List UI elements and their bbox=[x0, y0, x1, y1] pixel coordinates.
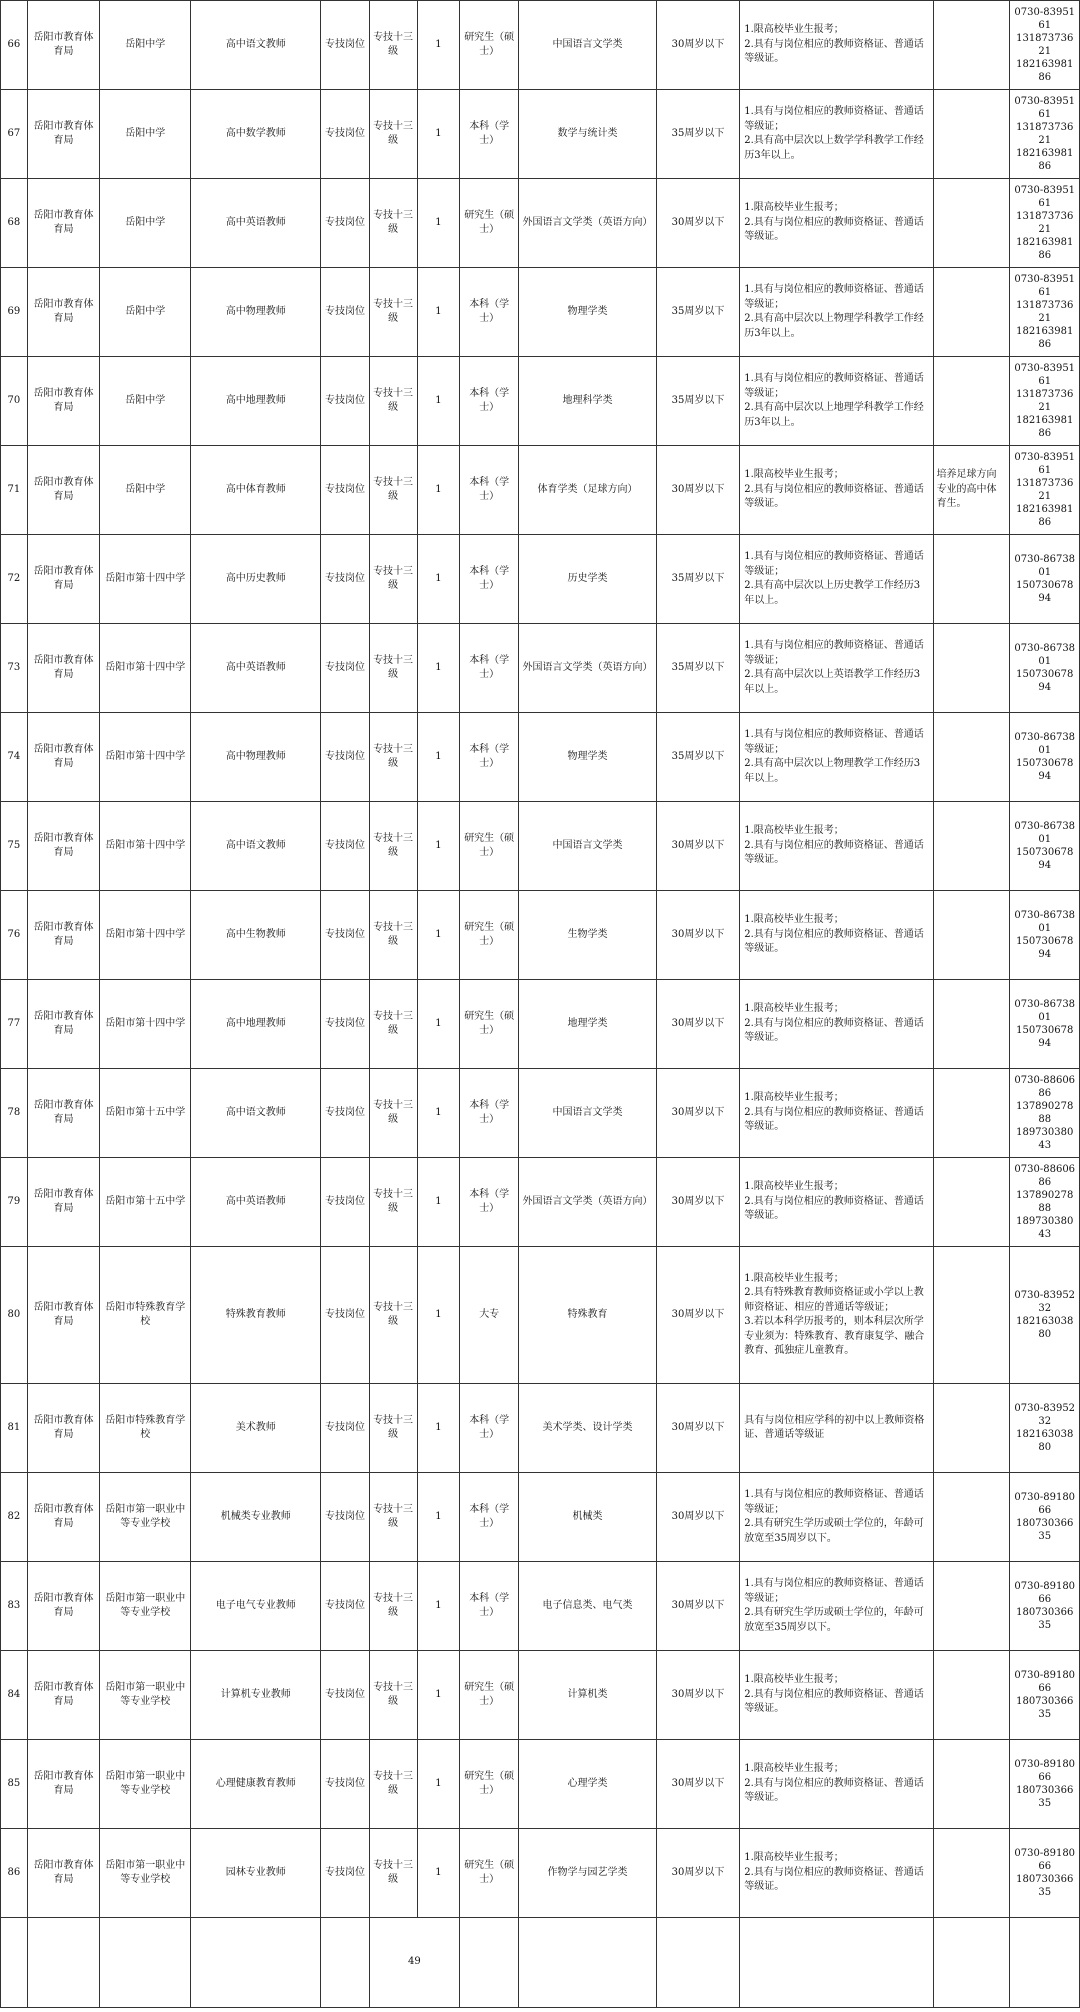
post-name: 高中语文教师 bbox=[191, 1069, 321, 1158]
employer-unit: 岳阳市特殊教育学校 bbox=[100, 1247, 191, 1384]
contact-phone: 0730-8673801 15073067894 bbox=[1010, 535, 1080, 624]
requirements: 1.具有与岗位相应的教师资格证、普通话等级证； 2.具有高中层次以上物理学科教学工作经历3年以上。 bbox=[740, 268, 933, 357]
post-name: 计算机专业教师 bbox=[191, 1651, 321, 1740]
employer-unit: 岳阳市第十五中学 bbox=[100, 1158, 191, 1247]
table-row bbox=[1, 1247, 1080, 1384]
major: 外国语言文学类（英语方向） bbox=[519, 1158, 657, 1247]
contact-phone: 0730-8918066 18073036635 bbox=[1010, 1651, 1080, 1740]
table-row bbox=[1, 713, 1080, 802]
major: 历史学类 bbox=[519, 535, 657, 624]
hire-count: 1 bbox=[417, 535, 460, 624]
remarks bbox=[933, 357, 1010, 446]
page-number: 49 bbox=[369, 1918, 460, 2008]
table-row bbox=[1, 90, 1080, 179]
post-type: 专技岗位 bbox=[321, 1384, 369, 1473]
table-row bbox=[1, 1384, 1080, 1473]
hire-count: 1 bbox=[417, 1158, 460, 1247]
department: 岳阳市教育体育局 bbox=[27, 357, 100, 446]
hire-count: 1 bbox=[417, 268, 460, 357]
hire-count: 1 bbox=[417, 90, 460, 179]
education: 研究生（硕士） bbox=[460, 1651, 519, 1740]
post-type: 专技岗位 bbox=[321, 891, 369, 980]
remarks bbox=[933, 1740, 1010, 1829]
table-row bbox=[1, 535, 1080, 624]
requirements: 1.限高校毕业生报考； 2.具有与岗位相应的教师资格证、普通话等级证。 bbox=[740, 446, 933, 535]
post-name: 心理健康教育教师 bbox=[191, 1740, 321, 1829]
remarks bbox=[933, 713, 1010, 802]
row-number: 74 bbox=[1, 713, 28, 802]
hire-count: 1 bbox=[417, 980, 460, 1069]
table-row bbox=[1, 1069, 1080, 1158]
hire-count: 1 bbox=[417, 1, 460, 90]
table-row bbox=[1, 802, 1080, 891]
contact-phone: 0730-8673801 15073067894 bbox=[1010, 980, 1080, 1069]
table-row bbox=[1, 1651, 1080, 1740]
contact-phone: 0730-8395161 13187373621 18216398186 bbox=[1010, 1, 1080, 90]
post-type: 专技岗位 bbox=[321, 1829, 369, 1918]
requirements: 1.限高校毕业生报考； 2.具有与岗位相应的教师资格证、普通话等级证。 bbox=[740, 1740, 933, 1829]
post-type: 专技岗位 bbox=[321, 535, 369, 624]
hire-count: 1 bbox=[417, 179, 460, 268]
employer-unit: 岳阳市第十四中学 bbox=[100, 624, 191, 713]
post-level: 专技十三级 bbox=[369, 1651, 417, 1740]
requirements: 1.限高校毕业生报考； 2.具有与岗位相应的教师资格证、普通话等级证。 bbox=[740, 1, 933, 90]
remarks bbox=[933, 1651, 1010, 1740]
post-name: 高中历史教师 bbox=[191, 535, 321, 624]
post-level: 专技十三级 bbox=[369, 624, 417, 713]
education: 本科（学士） bbox=[460, 268, 519, 357]
requirements: 1.限高校毕业生报考； 2.具有特殊教育教师资格证或小学以上教师资格证、相应的普通话等级证； 3.若以本科学历报考的，则本科层次所学专业须为：特殊教育、教育康复学、融合教育、孤独症儿童教育。 bbox=[740, 1247, 933, 1384]
education: 本科（学士） bbox=[460, 90, 519, 179]
hire-count: 1 bbox=[417, 1384, 460, 1473]
table-row bbox=[1, 1829, 1080, 1918]
contact-phone: 0730-8395161 13187373621 18216398186 bbox=[1010, 357, 1080, 446]
employer-unit: 岳阳市第十四中学 bbox=[100, 980, 191, 1069]
major: 地理学类 bbox=[519, 980, 657, 1069]
contact-phone: 0730-8673801 15073067894 bbox=[1010, 802, 1080, 891]
education: 本科（学士） bbox=[460, 357, 519, 446]
employer-unit: 岳阳市第一职业中等专业学校 bbox=[100, 1473, 191, 1562]
post-type: 专技岗位 bbox=[321, 357, 369, 446]
contact-phone: 0730-8395232 18216303880 bbox=[1010, 1384, 1080, 1473]
hire-count: 1 bbox=[417, 1829, 460, 1918]
age-limit: 30周岁以下 bbox=[656, 802, 739, 891]
table-row bbox=[1, 179, 1080, 268]
hire-count: 1 bbox=[417, 1247, 460, 1384]
age-limit: 30周岁以下 bbox=[656, 980, 739, 1069]
contact-phone: 0730-8918066 18073036635 bbox=[1010, 1562, 1080, 1651]
row-number: 79 bbox=[1, 1158, 28, 1247]
remarks bbox=[933, 1473, 1010, 1562]
requirements: 1.限高校毕业生报考； 2.具有与岗位相应的教师资格证、普通话等级证。 bbox=[740, 1069, 933, 1158]
employer-unit: 岳阳中学 bbox=[100, 268, 191, 357]
post-name: 高中生物教师 bbox=[191, 891, 321, 980]
education: 本科（学士） bbox=[460, 713, 519, 802]
hire-count: 1 bbox=[417, 1651, 460, 1740]
post-name: 特殊教育教师 bbox=[191, 1247, 321, 1384]
age-limit: 30周岁以下 bbox=[656, 1473, 739, 1562]
remarks bbox=[933, 90, 1010, 179]
post-level: 专技十三级 bbox=[369, 980, 417, 1069]
remarks bbox=[933, 1384, 1010, 1473]
age-limit: 30周岁以下 bbox=[656, 446, 739, 535]
post-type: 专技岗位 bbox=[321, 268, 369, 357]
hire-count: 1 bbox=[417, 1473, 460, 1562]
department: 岳阳市教育体育局 bbox=[27, 1069, 100, 1158]
age-limit: 30周岁以下 bbox=[656, 1829, 739, 1918]
department: 岳阳市教育体育局 bbox=[27, 535, 100, 624]
major: 美术学类、设计学类 bbox=[519, 1384, 657, 1473]
post-name: 高中英语教师 bbox=[191, 179, 321, 268]
table-row bbox=[1, 357, 1080, 446]
post-level: 专技十三级 bbox=[369, 1473, 417, 1562]
department: 岳阳市教育体育局 bbox=[27, 713, 100, 802]
education: 本科（学士） bbox=[460, 1473, 519, 1562]
row-number: 76 bbox=[1, 891, 28, 980]
education: 本科（学士） bbox=[460, 1069, 519, 1158]
department: 岳阳市教育体育局 bbox=[27, 1247, 100, 1384]
row-number: 81 bbox=[1, 1384, 28, 1473]
major: 地理科学类 bbox=[519, 357, 657, 446]
row-number: 77 bbox=[1, 980, 28, 1069]
remarks bbox=[933, 1, 1010, 90]
table-row bbox=[1, 980, 1080, 1069]
department: 岳阳市教育体育局 bbox=[27, 268, 100, 357]
age-limit: 30周岁以下 bbox=[656, 1562, 739, 1651]
department: 岳阳市教育体育局 bbox=[27, 891, 100, 980]
table-row bbox=[1, 891, 1080, 980]
education: 研究生（硕士） bbox=[460, 980, 519, 1069]
hire-count: 1 bbox=[417, 357, 460, 446]
age-limit: 35周岁以下 bbox=[656, 535, 739, 624]
employer-unit: 岳阳市第一职业中等专业学校 bbox=[100, 1651, 191, 1740]
post-name: 高中语文教师 bbox=[191, 802, 321, 891]
employer-unit: 岳阳中学 bbox=[100, 1, 191, 90]
age-limit: 30周岁以下 bbox=[656, 1740, 739, 1829]
age-limit: 30周岁以下 bbox=[656, 891, 739, 980]
requirements: 1.具有与岗位相应的教师资格证、普通话等级证； 2.具有高中层次以上地理学科教学工作经历3年以上。 bbox=[740, 357, 933, 446]
contact-phone: 0730-8395161 13187373621 18216398186 bbox=[1010, 446, 1080, 535]
remarks bbox=[933, 535, 1010, 624]
table-row bbox=[1, 1473, 1080, 1562]
post-type: 专技岗位 bbox=[321, 1740, 369, 1829]
contact-phone: 0730-8918066 18073036635 bbox=[1010, 1829, 1080, 1918]
education: 大专 bbox=[460, 1247, 519, 1384]
hire-count: 1 bbox=[417, 713, 460, 802]
major: 作物学与园艺学类 bbox=[519, 1829, 657, 1918]
row-number: 71 bbox=[1, 446, 28, 535]
employer-unit: 岳阳市特殊教育学校 bbox=[100, 1384, 191, 1473]
department: 岳阳市教育体育局 bbox=[27, 1651, 100, 1740]
post-name: 电子电气专业教师 bbox=[191, 1562, 321, 1651]
table-row bbox=[1, 446, 1080, 535]
hire-count: 1 bbox=[417, 802, 460, 891]
row-number: 72 bbox=[1, 535, 28, 624]
major: 中国语言文学类 bbox=[519, 802, 657, 891]
employer-unit: 岳阳市第一职业中等专业学校 bbox=[100, 1829, 191, 1918]
row-number: 82 bbox=[1, 1473, 28, 1562]
remarks bbox=[933, 1562, 1010, 1651]
department: 岳阳市教育体育局 bbox=[27, 1740, 100, 1829]
post-name: 园林专业教师 bbox=[191, 1829, 321, 1918]
post-level: 专技十三级 bbox=[369, 1562, 417, 1651]
requirements: 1.限高校毕业生报考； 2.具有与岗位相应的教师资格证、普通话等级证。 bbox=[740, 980, 933, 1069]
requirements: 1.限高校毕业生报考； 2.具有与岗位相应的教师资格证、普通话等级证。 bbox=[740, 891, 933, 980]
post-type: 专技岗位 bbox=[321, 1651, 369, 1740]
major: 外国语言文学类（英语方向） bbox=[519, 179, 657, 268]
post-type: 专技岗位 bbox=[321, 980, 369, 1069]
post-level: 专技十三级 bbox=[369, 1158, 417, 1247]
post-level: 专技十三级 bbox=[369, 1829, 417, 1918]
education: 本科（学士） bbox=[460, 1158, 519, 1247]
remarks bbox=[933, 1247, 1010, 1384]
education: 研究生（硕士） bbox=[460, 179, 519, 268]
major: 心理学类 bbox=[519, 1740, 657, 1829]
employer-unit: 岳阳市第十四中学 bbox=[100, 713, 191, 802]
post-level: 专技十三级 bbox=[369, 1740, 417, 1829]
row-number: 86 bbox=[1, 1829, 28, 1918]
post-level: 专技十三级 bbox=[369, 535, 417, 624]
row-number: 75 bbox=[1, 802, 28, 891]
requirements: 具有与岗位相应学科的初中以上教师资格证、普通话等级证 bbox=[740, 1384, 933, 1473]
hire-count: 1 bbox=[417, 624, 460, 713]
age-limit: 30周岁以下 bbox=[656, 1651, 739, 1740]
post-level: 专技十三级 bbox=[369, 891, 417, 980]
employer-unit: 岳阳中学 bbox=[100, 357, 191, 446]
education: 本科（学士） bbox=[460, 535, 519, 624]
remarks bbox=[933, 802, 1010, 891]
education: 研究生（硕士） bbox=[460, 1, 519, 90]
post-level: 专技十三级 bbox=[369, 1069, 417, 1158]
remarks bbox=[933, 1069, 1010, 1158]
age-limit: 30周岁以下 bbox=[656, 1, 739, 90]
contact-phone: 0730-8395161 13187373621 18216398186 bbox=[1010, 268, 1080, 357]
education: 研究生（硕士） bbox=[460, 802, 519, 891]
major: 物理学类 bbox=[519, 713, 657, 802]
hire-count: 1 bbox=[417, 446, 460, 535]
post-level: 专技十三级 bbox=[369, 802, 417, 891]
hire-count: 1 bbox=[417, 1740, 460, 1829]
post-name: 美术教师 bbox=[191, 1384, 321, 1473]
footer-row bbox=[1, 1918, 1080, 2008]
requirements: 1.限高校毕业生报考； 2.具有与岗位相应的教师资格证、普通话等级证。 bbox=[740, 179, 933, 268]
remarks bbox=[933, 268, 1010, 357]
remarks: 培养足球方向专业的高中体育生。 bbox=[933, 446, 1010, 535]
row-number: 84 bbox=[1, 1651, 28, 1740]
remarks bbox=[933, 1158, 1010, 1247]
department: 岳阳市教育体育局 bbox=[27, 179, 100, 268]
contact-phone: 0730-8395232 18216303880 bbox=[1010, 1247, 1080, 1384]
employer-unit: 岳阳中学 bbox=[100, 179, 191, 268]
row-number: 70 bbox=[1, 357, 28, 446]
education: 研究生（硕士） bbox=[460, 1740, 519, 1829]
row-number: 73 bbox=[1, 624, 28, 713]
department: 岳阳市教育体育局 bbox=[27, 1829, 100, 1918]
major: 中国语言文学类 bbox=[519, 1, 657, 90]
requirements: 1.具有与岗位相应的教师资格证、普通话等级证； 2.具有高中层次以上数学学科教学工作经历3年以上。 bbox=[740, 90, 933, 179]
contact-phone: 0730-8860686 13789027888 18973038043 bbox=[1010, 1069, 1080, 1158]
employer-unit: 岳阳市第十四中学 bbox=[100, 891, 191, 980]
post-type: 专技岗位 bbox=[321, 446, 369, 535]
table-row bbox=[1, 1158, 1080, 1247]
major: 电子信息类、电气类 bbox=[519, 1562, 657, 1651]
education: 研究生（硕士） bbox=[460, 891, 519, 980]
age-limit: 30周岁以下 bbox=[656, 1384, 739, 1473]
post-name: 高中英语教师 bbox=[191, 624, 321, 713]
department: 岳阳市教育体育局 bbox=[27, 1, 100, 90]
post-type: 专技岗位 bbox=[321, 1069, 369, 1158]
major: 外国语言文学类（英语方向） bbox=[519, 624, 657, 713]
post-name: 高中地理教师 bbox=[191, 357, 321, 446]
remarks bbox=[933, 624, 1010, 713]
age-limit: 30周岁以下 bbox=[656, 1158, 739, 1247]
age-limit: 30周岁以下 bbox=[656, 1069, 739, 1158]
contact-phone: 0730-8860686 13789027888 18973038043 bbox=[1010, 1158, 1080, 1247]
department: 岳阳市教育体育局 bbox=[27, 1158, 100, 1247]
requirements: 1.具有与岗位相应的教师资格证、普通话等级证； 2.具有研究生学历或硕士学位的，年龄可放宽至35周岁以下。 bbox=[740, 1473, 933, 1562]
post-type: 专技岗位 bbox=[321, 624, 369, 713]
table-row bbox=[1, 268, 1080, 357]
age-limit: 35周岁以下 bbox=[656, 357, 739, 446]
major: 特殊教育 bbox=[519, 1247, 657, 1384]
requirements: 1.具有与岗位相应的教师资格证、普通话等级证； 2.具有高中层次以上英语教学工作经历3年以上。 bbox=[740, 624, 933, 713]
contact-phone: 0730-8395161 13187373621 18216398186 bbox=[1010, 90, 1080, 179]
post-level: 专技十三级 bbox=[369, 90, 417, 179]
department: 岳阳市教育体育局 bbox=[27, 90, 100, 179]
requirements: 1.具有与岗位相应的教师资格证、普通话等级证； 2.具有高中层次以上历史教学工作经历3年以上。 bbox=[740, 535, 933, 624]
age-limit: 35周岁以下 bbox=[656, 713, 739, 802]
post-level: 专技十三级 bbox=[369, 268, 417, 357]
requirements: 1.限高校毕业生报考； 2.具有与岗位相应的教师资格证、普通话等级证。 bbox=[740, 1829, 933, 1918]
major: 中国语言文学类 bbox=[519, 1069, 657, 1158]
post-level: 专技十三级 bbox=[369, 1, 417, 90]
post-level: 专技十三级 bbox=[369, 713, 417, 802]
table-row bbox=[1, 1562, 1080, 1651]
contact-phone: 0730-8673801 15073067894 bbox=[1010, 891, 1080, 980]
major: 体育学类（足球方向） bbox=[519, 446, 657, 535]
remarks bbox=[933, 179, 1010, 268]
remarks bbox=[933, 980, 1010, 1069]
contact-phone: 0730-8918066 18073036635 bbox=[1010, 1473, 1080, 1562]
department: 岳阳市教育体育局 bbox=[27, 446, 100, 535]
employer-unit: 岳阳市第十四中学 bbox=[100, 535, 191, 624]
post-name: 高中物理教师 bbox=[191, 268, 321, 357]
department: 岳阳市教育体育局 bbox=[27, 802, 100, 891]
post-type: 专技岗位 bbox=[321, 1158, 369, 1247]
contact-phone: 0730-8918066 18073036635 bbox=[1010, 1740, 1080, 1829]
requirements: 1.具有与岗位相应的教师资格证、普通话等级证； 2.具有高中层次以上物理教学工作经历3年以上。 bbox=[740, 713, 933, 802]
post-type: 专技岗位 bbox=[321, 1, 369, 90]
row-number: 83 bbox=[1, 1562, 28, 1651]
age-limit: 30周岁以下 bbox=[656, 179, 739, 268]
row-number: 69 bbox=[1, 268, 28, 357]
post-name: 高中数学教师 bbox=[191, 90, 321, 179]
table-row bbox=[1, 1, 1080, 90]
post-level: 专技十三级 bbox=[369, 357, 417, 446]
post-level: 专技十三级 bbox=[369, 446, 417, 535]
department: 岳阳市教育体育局 bbox=[27, 980, 100, 1069]
major: 计算机类 bbox=[519, 1651, 657, 1740]
education: 本科（学士） bbox=[460, 446, 519, 535]
requirements: 1.具有与岗位相应的教师资格证、普通话等级证； 2.具有研究生学历或硕士学位的，年龄可放宽至35周岁以下。 bbox=[740, 1562, 933, 1651]
contact-phone: 0730-8673801 15073067894 bbox=[1010, 713, 1080, 802]
employer-unit: 岳阳市第十五中学 bbox=[100, 1069, 191, 1158]
major: 物理学类 bbox=[519, 268, 657, 357]
remarks bbox=[933, 891, 1010, 980]
post-name: 高中体育教师 bbox=[191, 446, 321, 535]
post-name: 高中语文教师 bbox=[191, 1, 321, 90]
hire-count: 1 bbox=[417, 1562, 460, 1651]
row-number: 67 bbox=[1, 90, 28, 179]
post-level: 专技十三级 bbox=[369, 1384, 417, 1473]
row-number: 68 bbox=[1, 179, 28, 268]
education: 本科（学士） bbox=[460, 1562, 519, 1651]
hire-count: 1 bbox=[417, 1069, 460, 1158]
department: 岳阳市教育体育局 bbox=[27, 1384, 100, 1473]
row-number: 66 bbox=[1, 1, 28, 90]
post-name: 高中地理教师 bbox=[191, 980, 321, 1069]
post-type: 专技岗位 bbox=[321, 90, 369, 179]
contact-phone: 0730-8673801 15073067894 bbox=[1010, 624, 1080, 713]
department: 岳阳市教育体育局 bbox=[27, 624, 100, 713]
post-type: 专技岗位 bbox=[321, 1562, 369, 1651]
employer-unit: 岳阳市第十四中学 bbox=[100, 802, 191, 891]
education: 研究生（硕士） bbox=[460, 1829, 519, 1918]
age-limit: 30周岁以下 bbox=[656, 1247, 739, 1384]
row-number: 78 bbox=[1, 1069, 28, 1158]
post-type: 专技岗位 bbox=[321, 713, 369, 802]
major: 机械类 bbox=[519, 1473, 657, 1562]
post-level: 专技十三级 bbox=[369, 1247, 417, 1384]
requirements: 1.限高校毕业生报考； 2.具有与岗位相应的教师资格证、普通话等级证。 bbox=[740, 1158, 933, 1247]
major: 生物学类 bbox=[519, 891, 657, 980]
post-name: 高中英语教师 bbox=[191, 1158, 321, 1247]
department: 岳阳市教育体育局 bbox=[27, 1473, 100, 1562]
post-type: 专技岗位 bbox=[321, 1473, 369, 1562]
major: 数学与统计类 bbox=[519, 90, 657, 179]
post-name: 高中物理教师 bbox=[191, 713, 321, 802]
row-number: 85 bbox=[1, 1740, 28, 1829]
post-level: 专技十三级 bbox=[369, 179, 417, 268]
row-number: 80 bbox=[1, 1247, 28, 1384]
age-limit: 35周岁以下 bbox=[656, 268, 739, 357]
remarks bbox=[933, 1829, 1010, 1918]
employer-unit: 岳阳市第一职业中等专业学校 bbox=[100, 1740, 191, 1829]
education: 本科（学士） bbox=[460, 624, 519, 713]
hire-count: 1 bbox=[417, 891, 460, 980]
department: 岳阳市教育体育局 bbox=[27, 1562, 100, 1651]
age-limit: 35周岁以下 bbox=[656, 624, 739, 713]
post-type: 专技岗位 bbox=[321, 179, 369, 268]
table-row bbox=[1, 1740, 1080, 1829]
post-type: 专技岗位 bbox=[321, 1247, 369, 1384]
employer-unit: 岳阳中学 bbox=[100, 90, 191, 179]
age-limit: 35周岁以下 bbox=[656, 90, 739, 179]
employer-unit: 岳阳中学 bbox=[100, 446, 191, 535]
requirements: 1.限高校毕业生报考； 2.具有与岗位相应的教师资格证、普通话等级证。 bbox=[740, 802, 933, 891]
employer-unit: 岳阳市第一职业中等专业学校 bbox=[100, 1562, 191, 1651]
requirements: 1.限高校毕业生报考； 2.具有与岗位相应的教师资格证、普通话等级证。 bbox=[740, 1651, 933, 1740]
post-type: 专技岗位 bbox=[321, 802, 369, 891]
table-row bbox=[1, 624, 1080, 713]
education: 本科（学士） bbox=[460, 1384, 519, 1473]
contact-phone: 0730-8395161 13187373621 18216398186 bbox=[1010, 179, 1080, 268]
post-name: 机械类专业教师 bbox=[191, 1473, 321, 1562]
